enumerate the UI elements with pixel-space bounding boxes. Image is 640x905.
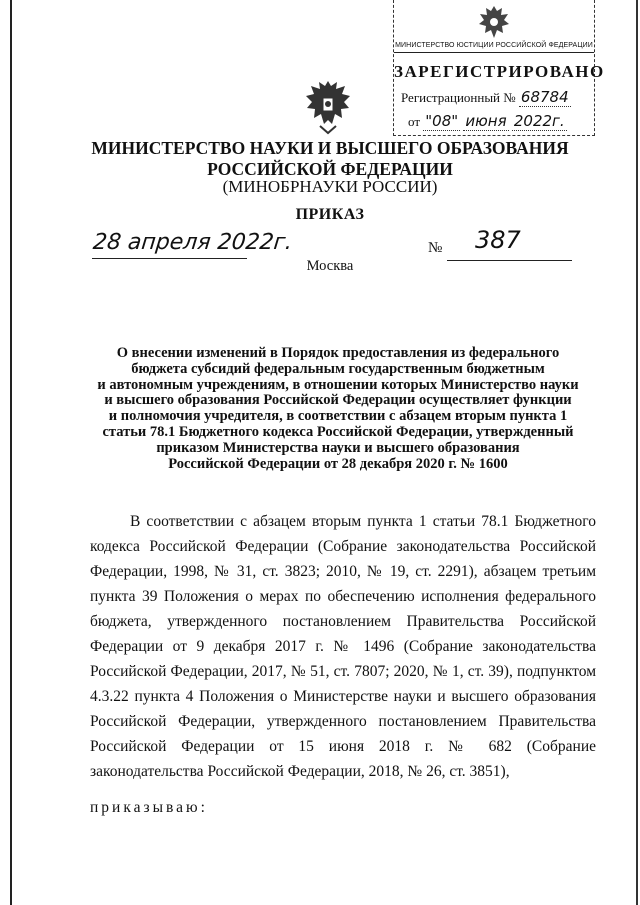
stamp-date	[408, 112, 567, 130]
order-verb: приказываю:	[90, 799, 208, 816]
coat-of-arms-icon	[302, 78, 354, 136]
stamp-date-year: 2022г.	[513, 112, 565, 130]
stamp-reg-number-handwritten: 68784	[520, 88, 569, 106]
stamp-date-month: июня	[465, 112, 507, 130]
ministry-title	[0, 138, 640, 180]
registration-stamp	[393, 0, 605, 136]
city: Москва	[306, 258, 354, 274]
stamp-registration-number	[401, 88, 571, 106]
scan-edge-right	[636, 0, 638, 905]
ministry-short-name: (МИНОБРНАУКИ РОССИИ)	[222, 177, 438, 196]
subject-line: статьи 78.1 Бюджетного кодекса Российской Федерации, утвержденный	[102, 423, 574, 440]
subject-line: О внесении изменений в Порядок предоставления из федерального	[116, 345, 560, 361]
order-date-handwritten: 28 апреля 2022г.	[91, 230, 294, 255]
subject-line: и автономным учреждениям, в отношении которых Министерство науки	[97, 376, 579, 393]
stamp-date-prefix: от	[408, 114, 421, 129]
document-type: ПРИКАЗ	[295, 206, 365, 223]
stamp-date-day: "08"	[425, 112, 459, 130]
subject-line: бюджета субсидий федеральным государственным бюджетным	[131, 360, 545, 377]
ministry-title-line-1: МИНИСТЕРСТВО НАУКИ И ВЫСШЕГО ОБРАЗОВАНИЯ	[91, 138, 569, 158]
body-paragraph: В соответствии с абзацем вторым пункта 1 статьи 78.1 Бюджетного кодекса Российской Федерации (Собрание законодательства Российской Федерации, 1998, № 31, ст. 3823; 2010, № 19, ст. 2291), абзацем третьим пункта 39 Положения о мерах по обеспечению исполнения федерального бюджета, утвержденного постановлением Правительства Российской Федерации от 9 декабря 2017 г. № 1496 (Собрание законодательства Российской Федерации, 2017, № 51, ст. 7807; 2020, № 1, ст. 39), подпунктом 4.3.22 пункта 4 Положения о Министерстве науки и высшего образования Российской Федерации, утвержденного постановлением Правительства Российской Федерации от 15 июня 2018 г. № 682 (Собрание законодательства Российской Федерации, 2018, № 26, ст. 3851),	[90, 513, 596, 780]
order-subject	[80, 346, 596, 472]
stamp-ministry-name: МИНИСТЕРСТВО ЮСТИЦИИ РОССИЙСКОЙ ФЕДЕРАЦИИ	[394, 42, 594, 53]
order-number-handwritten: 387	[475, 226, 521, 254]
stamp-emblem-icon	[474, 2, 514, 42]
stamp-reg-label: Регистрационный №	[401, 90, 516, 105]
subject-line: и высшего образования Российской Федерации осуществляет функции	[104, 392, 572, 409]
subject-line: приказом Министерства науки и высшего образования	[156, 439, 520, 456]
scan-edge-left	[10, 0, 12, 905]
stamp-registered-label: ЗАРЕГИСТРИРОВАНО	[394, 62, 605, 81]
subject-line: Российской Федерации от 28 декабря 2020 г. № 1600	[168, 455, 508, 472]
subject-line: и полномочия учредителя, в соответствии с абзацем вторым пункта 1	[108, 408, 568, 425]
order-number-label: №	[428, 240, 443, 256]
order-body	[90, 509, 596, 784]
ministry-title-line-2: РОССИЙСКОЙ ФЕДЕРАЦИИ	[207, 159, 453, 179]
